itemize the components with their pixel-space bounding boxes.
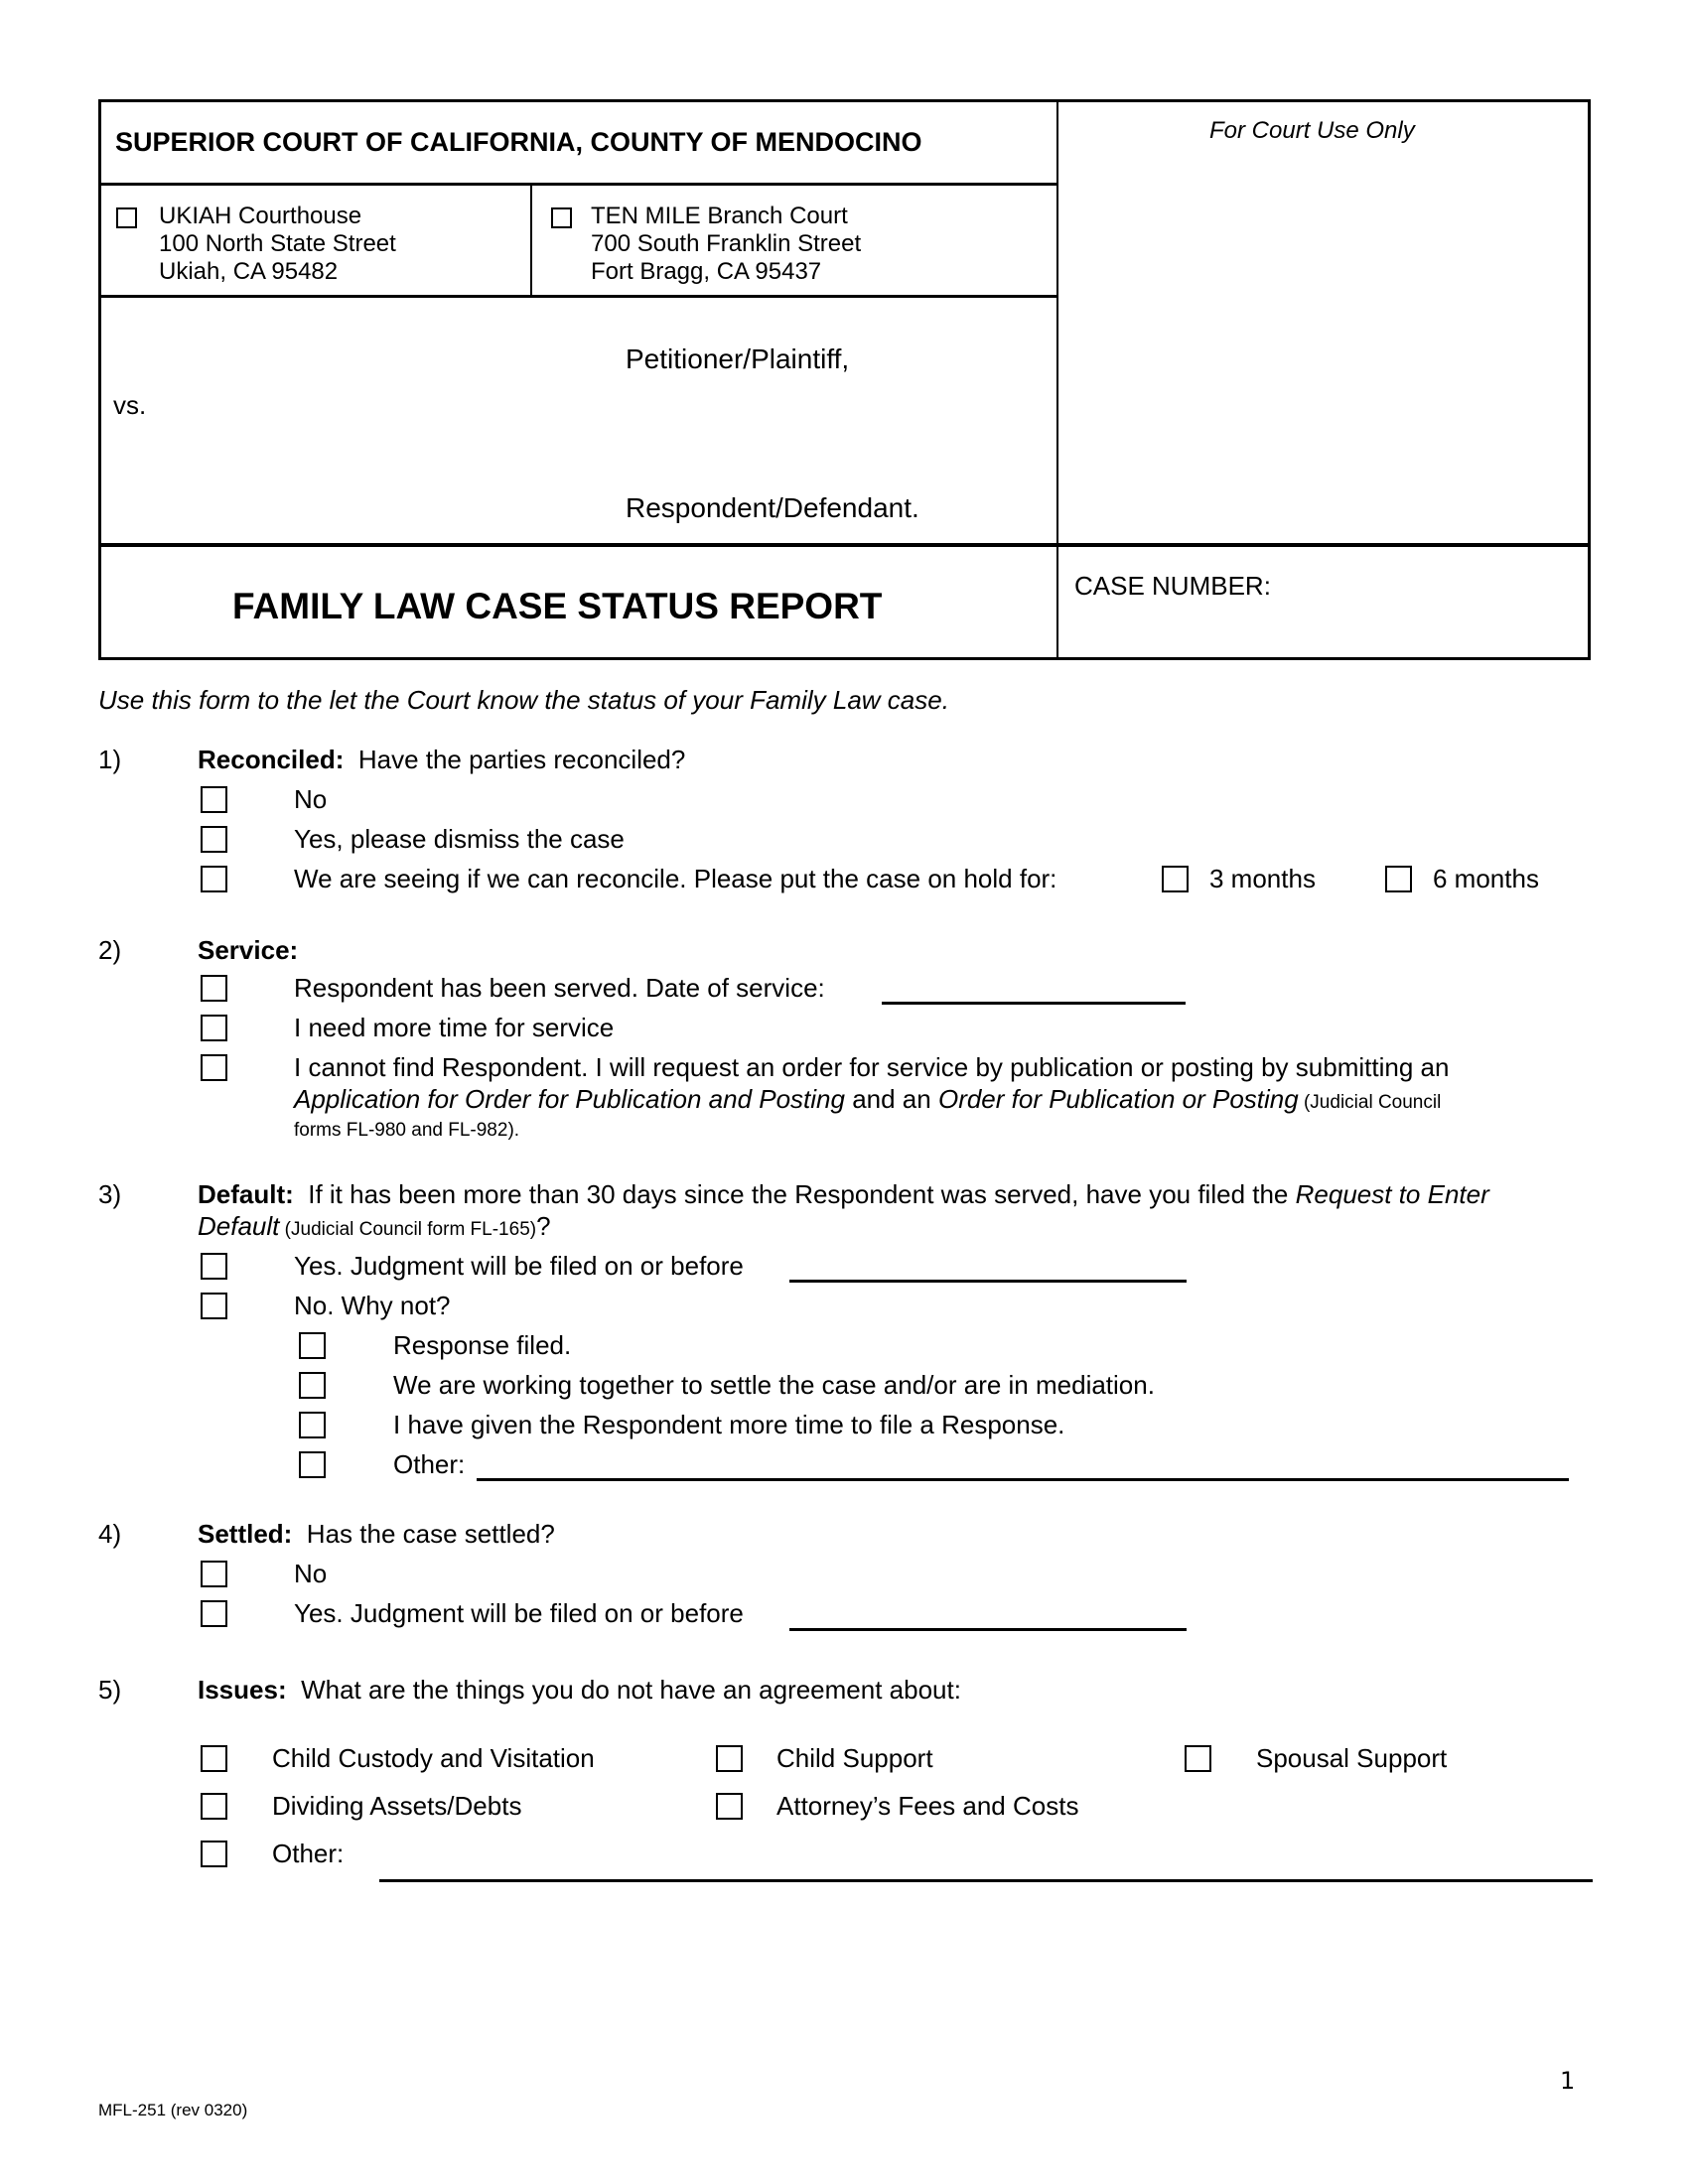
section-number: 2) <box>98 935 122 965</box>
option-label: Dividing Assets/Debts <box>272 1791 522 1821</box>
issues-other-field[interactable] <box>379 1879 1593 1882</box>
form-id: MFL-251 (rev 0320) <box>98 2101 248 2119</box>
ukiah-city: Ukiah, CA 95482 <box>159 258 339 285</box>
ukiah-name: UKIAH Courthouse <box>159 203 362 229</box>
case-number-field[interactable] <box>1072 606 1569 645</box>
option-label: Other: <box>393 1449 466 1479</box>
row-divider-parties <box>98 543 1591 547</box>
table-border-bottom <box>98 657 1591 660</box>
petitioner-label: Petitioner/Plaintiff, <box>626 343 850 374</box>
default-other-checkbox[interactable] <box>299 1451 326 1478</box>
form-reference: Application for Order for Publication and Posting <box>294 1084 845 1114</box>
section-question: If it has been more than 30 days since the Respondent was served, have you filed the <box>308 1179 1289 1209</box>
spousal-support-checkbox[interactable] <box>1185 1745 1211 1772</box>
option-label: Attorney’s Fees and Costs <box>776 1791 1079 1821</box>
ten-mile-court-checkbox[interactable] <box>551 207 572 228</box>
text: ? <box>536 1211 551 1241</box>
section-number: 5) <box>98 1675 122 1705</box>
option-label: Spousal Support <box>1256 1743 1448 1773</box>
form-reference: Default <box>198 1211 280 1241</box>
option-label: Respondent has been served. Date of service: <box>294 973 825 1003</box>
section-heading: Default: <box>198 1179 294 1209</box>
option-label: We are seeing if we can reconcile. Please put the case on hold for: <box>294 864 1057 893</box>
issues-other-checkbox[interactable] <box>201 1841 227 1867</box>
section-number: 3) <box>98 1179 122 1209</box>
more-time-response-checkbox[interactable] <box>299 1412 326 1438</box>
option-label: No. Why not? <box>294 1291 451 1320</box>
option-label: 3 months <box>1209 864 1316 893</box>
hold-6-months-checkbox[interactable] <box>1385 866 1412 892</box>
served-checkbox[interactable] <box>201 975 227 1002</box>
reconciled-hold-checkbox[interactable] <box>201 866 227 892</box>
option-label: Response filed. <box>393 1330 572 1360</box>
court-use-label: For Court Use Only <box>1209 117 1415 144</box>
section-heading: Issues: <box>198 1675 287 1705</box>
ten-mile-city: Fort Bragg, CA 95437 <box>591 258 822 285</box>
page-number: 1 <box>1560 2067 1576 2095</box>
option-label: Yes. Judgment will be filed on or before <box>294 1598 744 1628</box>
option-label: Child Custody and Visitation <box>272 1743 595 1773</box>
option-label: No <box>294 1559 328 1588</box>
row-divider-court <box>98 183 1057 186</box>
form-citation: forms FL-980 and FL-982). <box>294 1120 520 1141</box>
location-divider <box>530 183 532 296</box>
section-question: Have the parties reconciled? <box>357 745 686 774</box>
form-reference: Request to Enter <box>1295 1179 1489 1209</box>
table-border-right <box>1588 99 1591 660</box>
settled-no-checkbox[interactable] <box>201 1561 227 1587</box>
court-name: SUPERIOR COURT OF CALIFORNIA, COUNTY OF MENDOCINO <box>115 127 922 157</box>
mediation-checkbox[interactable] <box>299 1372 326 1399</box>
default-no-checkbox[interactable] <box>201 1293 227 1319</box>
table-border-top <box>98 99 1591 102</box>
default-judgment-date-field[interactable] <box>789 1280 1187 1283</box>
child-support-checkbox[interactable] <box>716 1745 743 1772</box>
section-number: 1) <box>98 745 122 774</box>
case-number-label: CASE NUMBER: <box>1074 571 1271 601</box>
reconciled-no-checkbox[interactable] <box>201 786 227 813</box>
date-of-service-field[interactable] <box>882 1002 1186 1005</box>
form-title: FAMILY LAW CASE STATUS REPORT <box>232 586 883 626</box>
attorney-fees-checkbox[interactable] <box>716 1793 743 1820</box>
option-label: We are working together to settle the case and/or are in mediation. <box>393 1370 1155 1400</box>
ten-mile-name: TEN MILE Branch Court <box>591 203 848 229</box>
custody-visitation-checkbox[interactable] <box>201 1745 227 1772</box>
vs-label: vs. <box>113 390 147 420</box>
assets-debts-checkbox[interactable] <box>201 1793 227 1820</box>
cannot-find-checkbox[interactable] <box>201 1054 227 1081</box>
option-label: Yes, please dismiss the case <box>294 824 625 854</box>
ten-mile-street: 700 South Franklin Street <box>591 230 862 257</box>
section-heading: Settled: <box>198 1519 293 1549</box>
row-divider-locations <box>98 295 1057 298</box>
option-label: I need more time for service <box>294 1013 615 1042</box>
respondent-label: Respondent/Defendant. <box>626 492 919 523</box>
section-heading: Reconciled: <box>198 745 345 774</box>
option-label: Child Support <box>776 1743 933 1773</box>
option-label: I have given the Respondent more time to file a Response. <box>393 1410 1065 1439</box>
form-reference: Order for Publication or Posting <box>937 1084 1299 1114</box>
form-citation: (Judicial Council form FL-165) <box>279 1219 537 1240</box>
option-label: 6 months <box>1433 864 1539 893</box>
hold-3-months-checkbox[interactable] <box>1162 866 1189 892</box>
default-other-field[interactable] <box>477 1478 1569 1481</box>
section-question: What are the things you do not have an agreement about: <box>301 1675 961 1705</box>
response-filed-checkbox[interactable] <box>299 1332 326 1359</box>
settled-judgment-date-field[interactable] <box>789 1628 1187 1631</box>
more-time-checkbox[interactable] <box>201 1015 227 1041</box>
section-question: Has the case settled? <box>306 1519 555 1549</box>
ukiah-street: 100 North State Street <box>159 230 396 257</box>
reconciled-dismiss-checkbox[interactable] <box>201 826 227 853</box>
ukiah-courthouse-checkbox[interactable] <box>116 207 137 228</box>
settled-yes-checkbox[interactable] <box>201 1600 227 1627</box>
option-label: I cannot find Respondent. I will request an order for service by publication or posting by submitting an <box>294 1052 1450 1082</box>
form-citation: (Judicial Council <box>1298 1092 1442 1113</box>
option-label: Yes. Judgment will be filed on or before <box>294 1251 744 1281</box>
intro-text: Use this form to the let the Court know the status of your Family Law case. <box>98 685 949 715</box>
option-label: Other: <box>272 1839 345 1868</box>
section-heading: Service: <box>198 935 299 965</box>
option-label: No <box>294 784 328 814</box>
text: and an <box>844 1084 938 1114</box>
default-yes-checkbox[interactable] <box>201 1253 227 1280</box>
section-number: 4) <box>98 1519 122 1549</box>
